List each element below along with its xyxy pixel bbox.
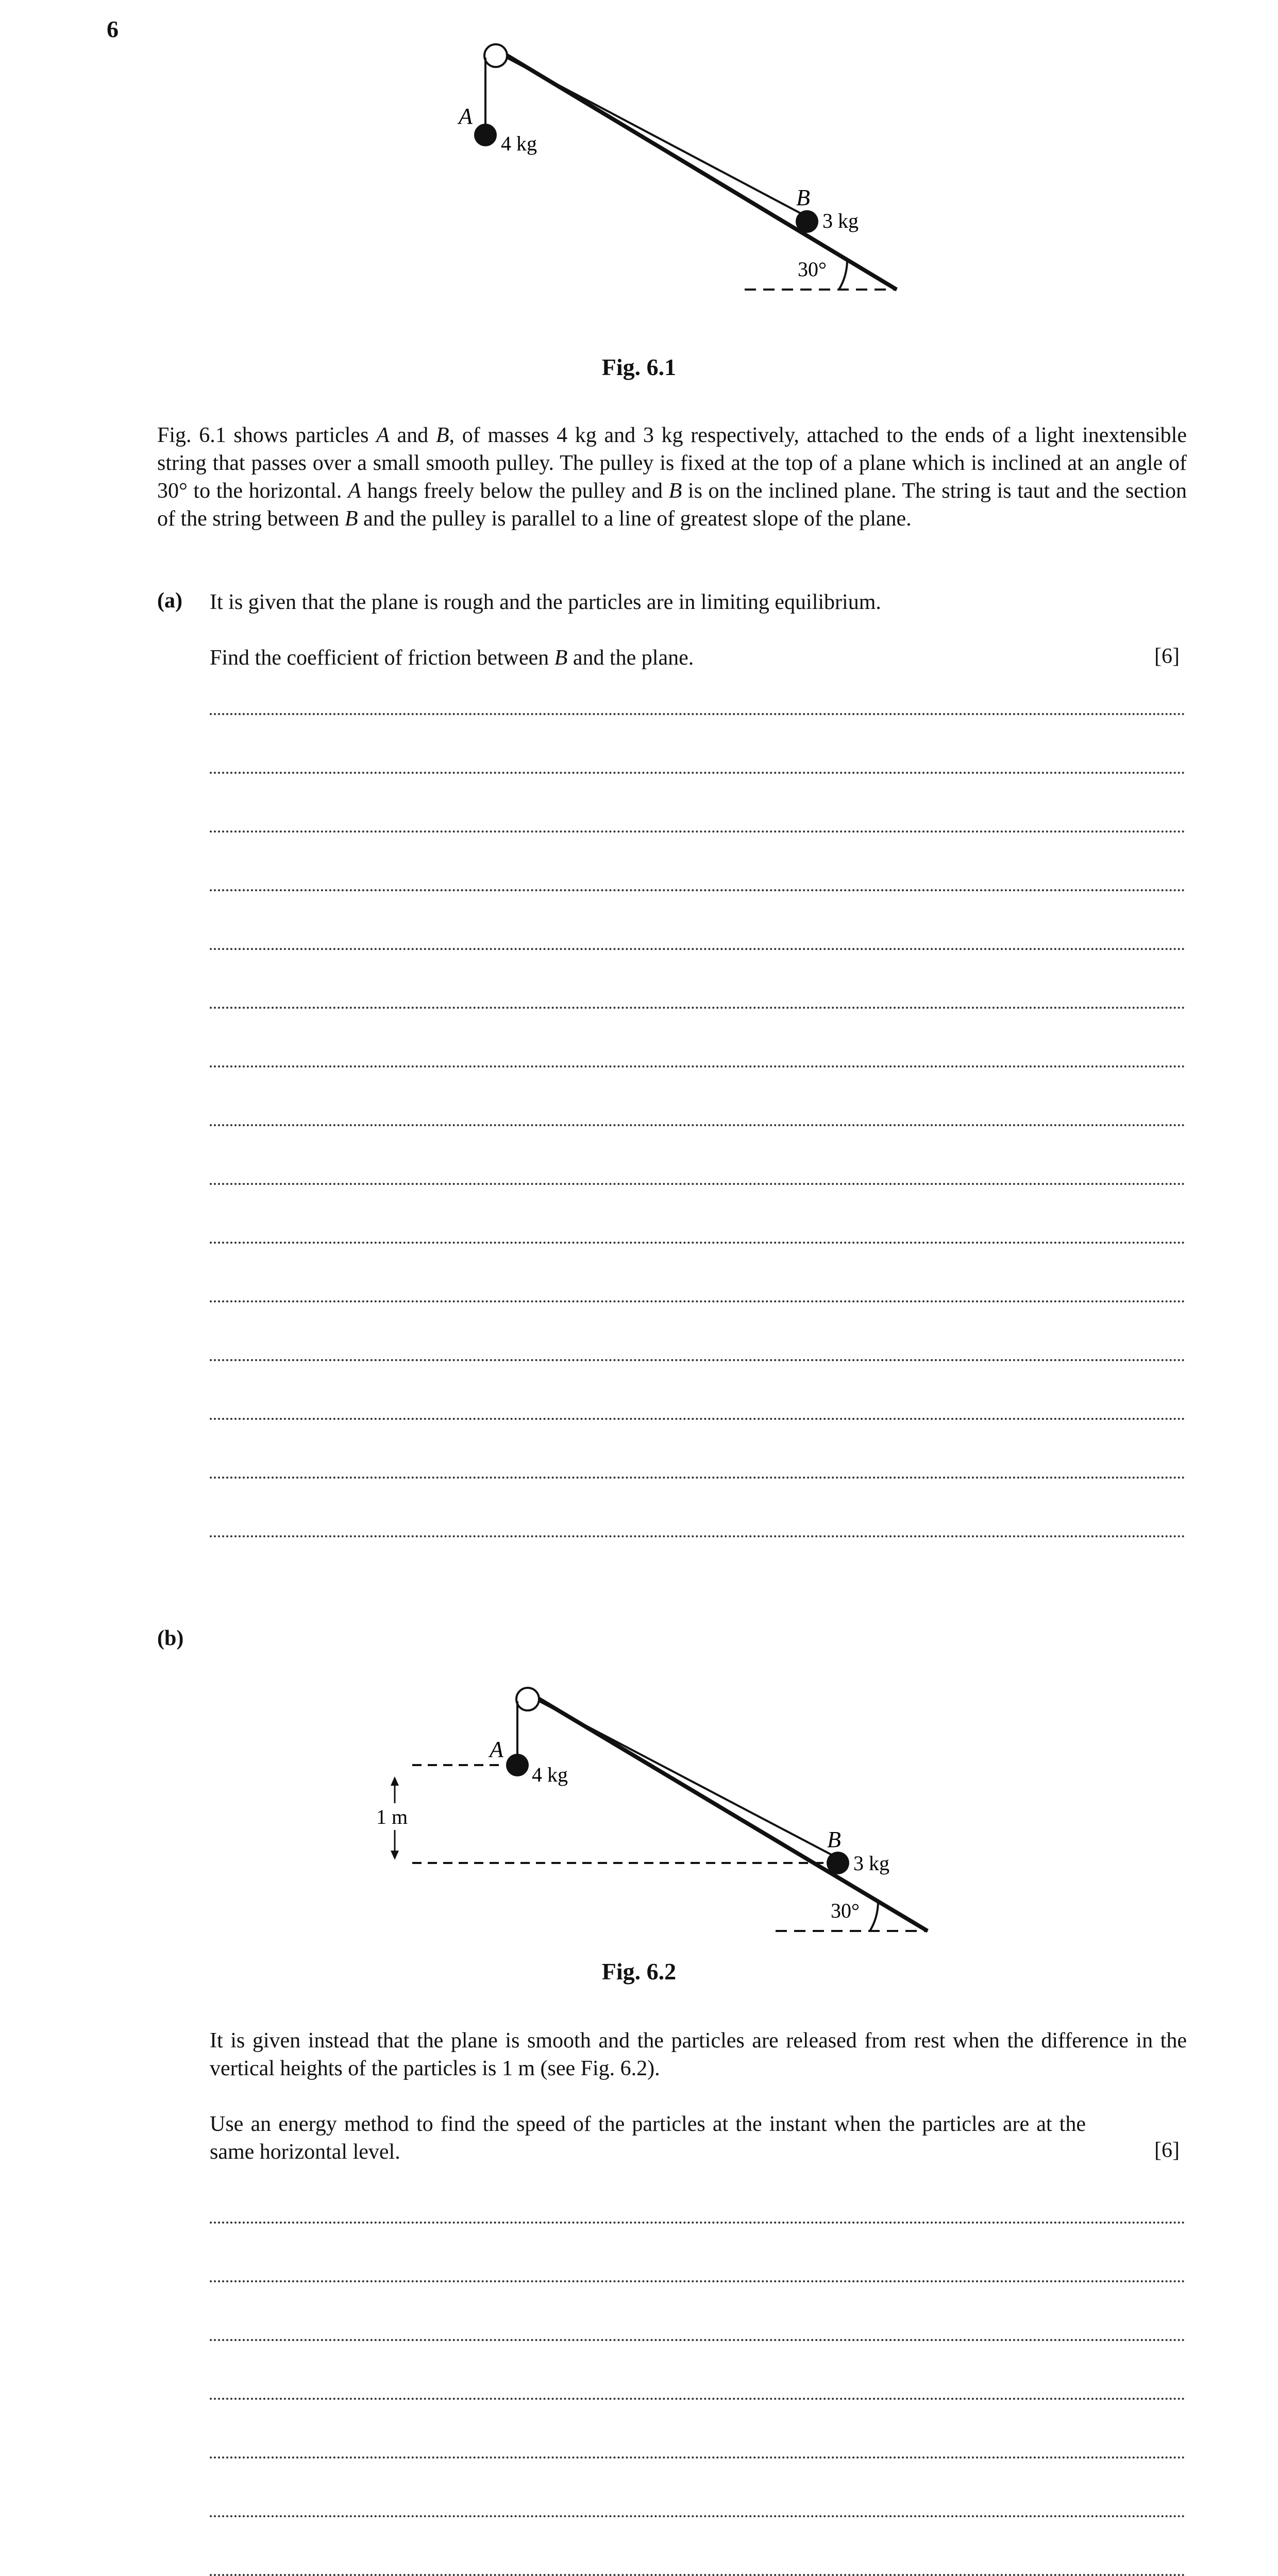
answer-line-b[interactable]: [210, 2515, 1185, 2517]
fig1-particle-a: [474, 124, 497, 146]
answer-line-a[interactable]: [210, 1183, 1185, 1185]
answer-line-b[interactable]: [210, 2456, 1185, 2459]
answer-line-a[interactable]: [210, 831, 1185, 833]
part-b-label: (b): [157, 1626, 184, 1650]
fig1-particle-b: [796, 210, 818, 233]
answer-line-a[interactable]: [210, 1300, 1185, 1302]
fig1-label-a: A: [459, 104, 473, 129]
answer-line-a[interactable]: [210, 772, 1185, 774]
answer-line-a[interactable]: [210, 713, 1185, 715]
fig2-particle-b: [827, 1852, 849, 1874]
fig1-pulley: [484, 44, 507, 67]
fig2-angle-arc: [870, 1902, 878, 1931]
fig2-string-slope: [533, 1698, 837, 1858]
intro-text-4: hangs freely below the pulley and: [361, 479, 669, 503]
fig1-label-b: B: [796, 185, 810, 210]
fig2-height-label: 1 m: [376, 1805, 408, 1828]
fig2-caption: Fig. 6.2: [601, 1958, 677, 1985]
part-a-q-b: B: [554, 646, 568, 670]
fig1-mass-a: 4 kg: [501, 132, 537, 155]
fig2-label-a: A: [490, 1737, 503, 1762]
fig2-pulley: [516, 1688, 539, 1710]
answer-line-a[interactable]: [210, 889, 1185, 891]
fig2-mass-b: 3 kg: [853, 1852, 889, 1875]
intro-b2: B: [668, 479, 682, 503]
figure-6-2: [0, 1649, 1278, 1937]
intro-text-2: and: [389, 423, 436, 447]
answer-line-a[interactable]: [210, 948, 1185, 950]
answer-line-b[interactable]: [210, 2339, 1185, 2341]
fig1-angle-label: 30°: [798, 258, 827, 281]
part-a-statement: It is given that the plane is rough and the particles are in limiting equilibrium.: [210, 590, 881, 614]
part-a-marks: [6]: [1154, 645, 1180, 668]
part-a-q-text-1: Find the coefficient of friction between: [210, 646, 554, 670]
intro-paragraph: [157, 421, 1187, 533]
fig1-angle-arc: [839, 260, 847, 290]
part-a-label: (a): [157, 589, 182, 613]
fig1-string-slope: [501, 55, 806, 216]
answer-line-a[interactable]: [210, 1124, 1185, 1126]
part-b-question: Use an energy method to find the speed of the particles at the instant when the particles are at the same horizontal level.: [210, 2112, 1086, 2164]
answer-line-b[interactable]: [210, 2280, 1185, 2282]
fig2-incline-plane: [526, 1691, 928, 1931]
intro-text-3: , of masses 4 kg and 3 kg respectively, attached to the ends of a light inextensible string that passes over a small smooth pulley. The pulley is fixed at the top of a plane which is inclined at an angle of 30° to the horizontal.: [157, 423, 1187, 503]
answer-line-b[interactable]: [210, 2574, 1185, 2576]
part-a-q-text-2: and the plane.: [567, 646, 694, 670]
fig2-mass-a: 4 kg: [532, 1763, 568, 1786]
fig2-particle-a: [506, 1754, 529, 1776]
intro-a: A: [376, 423, 390, 447]
answer-line-a[interactable]: [210, 1535, 1185, 1537]
fig2-arrowhead-up: [391, 1776, 399, 1786]
answer-line-b[interactable]: [210, 2222, 1185, 2224]
intro-text-1: Fig. 6.1 shows particles: [157, 423, 377, 447]
answer-line-b[interactable]: [210, 2398, 1185, 2400]
answer-line-a[interactable]: [210, 1007, 1185, 1009]
answer-line-a[interactable]: [210, 1242, 1185, 1244]
answer-line-a[interactable]: [210, 1477, 1185, 1479]
intro-b3: B: [344, 507, 358, 531]
answer-line-a[interactable]: [210, 1418, 1185, 1420]
intro-text-6: and the pulley is parallel to a line of greatest slope of the plane.: [358, 507, 912, 531]
fig2-arrowhead-down: [391, 1851, 399, 1860]
intro-b: B: [435, 423, 449, 447]
fig1-caption: Fig. 6.1: [601, 354, 677, 380]
answer-line-a[interactable]: [210, 1359, 1185, 1361]
fig1-mass-b: 3 kg: [822, 209, 859, 232]
part-b-marks: [6]: [1154, 2139, 1180, 2162]
answer-line-a[interactable]: [210, 1065, 1185, 1067]
fig2-label-b: B: [827, 1827, 841, 1852]
intro-a2: A: [348, 479, 361, 503]
part-b-statement: It is given instead that the plane is smooth and the particles are released from rest when the difference in the vertical heights of the particles is 1 m (see Fig. 6.2).: [210, 2029, 1187, 2080]
figure-6-1: [0, 0, 1278, 319]
fig2-angle-label: 30°: [831, 1899, 860, 1922]
page-number: 6: [107, 16, 119, 42]
intro-text-5: is on the inclined plane. The string is taut and the section of the string between: [157, 479, 1187, 531]
part-a-question: [210, 644, 1086, 672]
